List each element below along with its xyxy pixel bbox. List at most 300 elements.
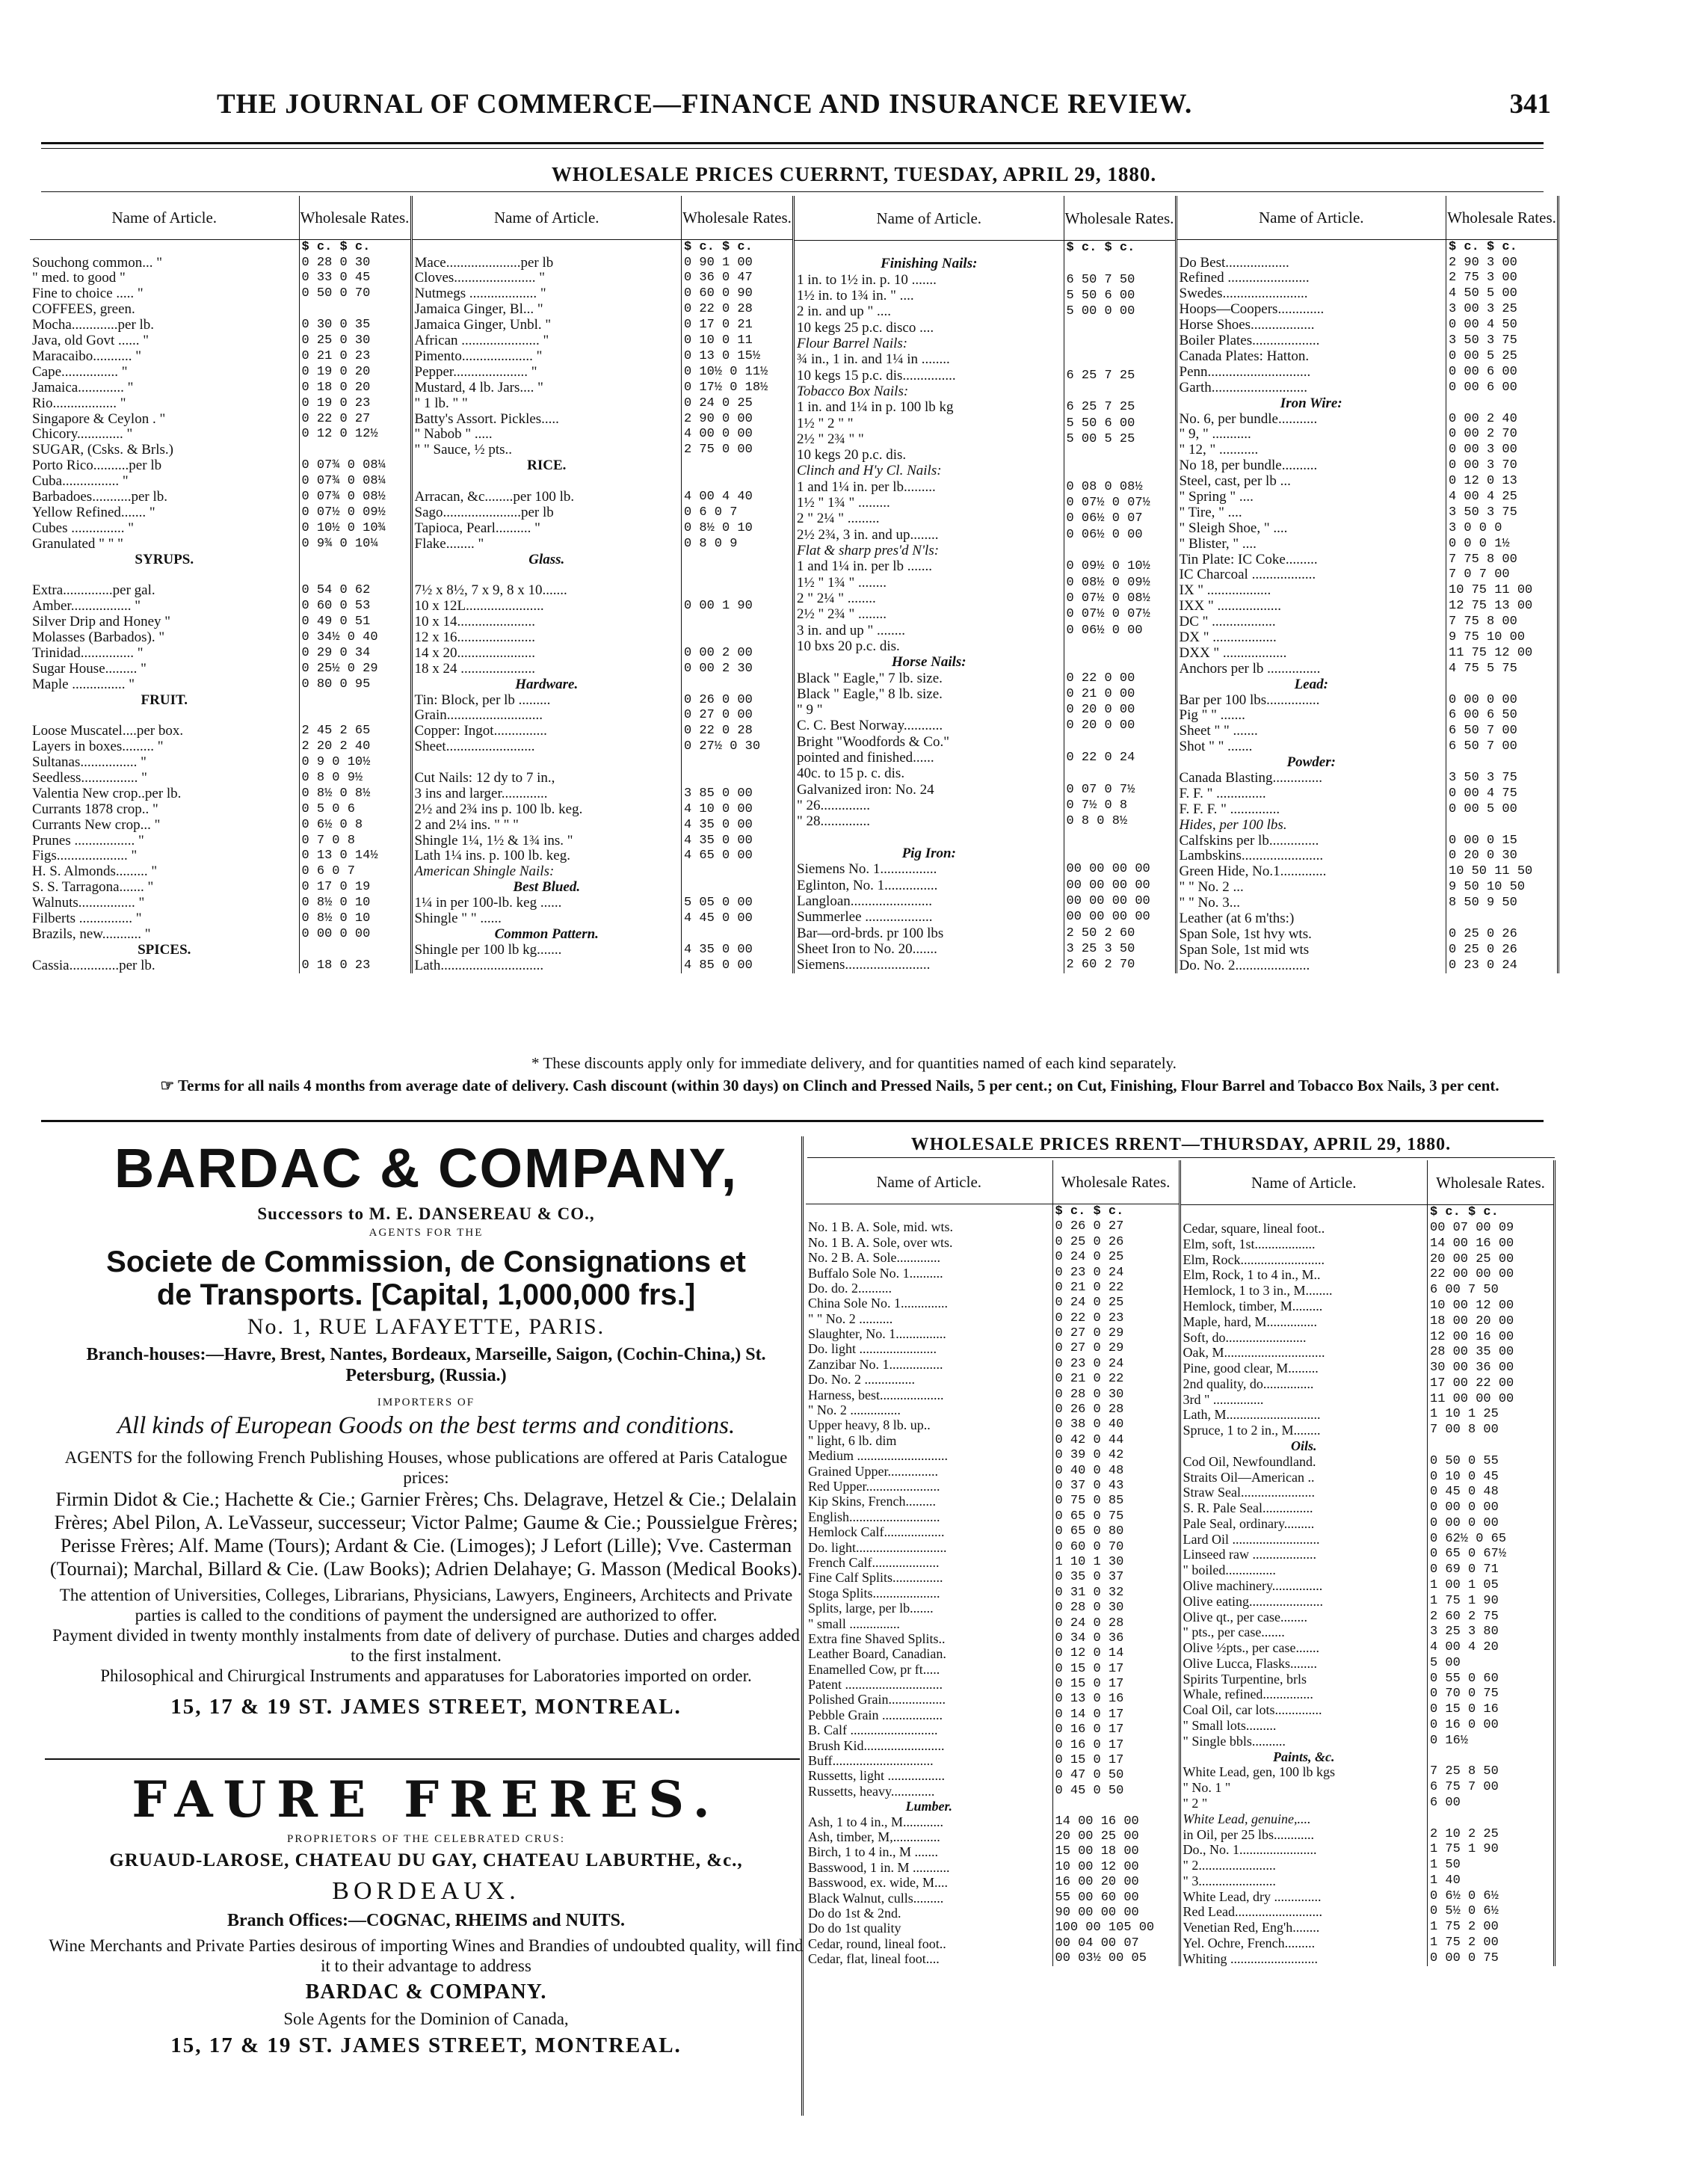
article-name: Bright "Woodfords & Co."	[797, 734, 949, 750]
table-row	[413, 942, 794, 958]
article-name: Do., No. 1.......................	[1183, 1842, 1317, 1858]
wholesale-rate: 0 25½ 0 29	[299, 661, 411, 677]
wholesale-rate: 0 6 0 7	[682, 505, 794, 521]
table-row	[413, 599, 794, 615]
article-name: Lard Oil ..........................	[1183, 1531, 1320, 1547]
wholesale-rate: 00 00 00 00	[1064, 878, 1176, 893]
table-row	[795, 766, 1176, 782]
article-name: Olive qt., per case........	[1183, 1609, 1307, 1625]
table-row	[30, 536, 411, 552]
article-name: Eglinton, No. 1...............	[797, 878, 938, 893]
units-spacer	[1177, 240, 1446, 256]
wholesale-rate	[682, 615, 794, 630]
table-row	[413, 677, 794, 692]
table-row	[1181, 1625, 1555, 1640]
wholesale-rate: 4 00 0 00	[682, 427, 794, 443]
article-name: 14 x 20......................	[414, 645, 535, 661]
table-row	[30, 411, 411, 427]
wholesale-rate: 0 15 0 16	[1428, 1702, 1555, 1718]
article-name: Barbadoes...........per lb.	[32, 489, 167, 505]
article-name: Cloves....................... "	[414, 271, 546, 286]
article-name: Layers in boxes......... "	[32, 739, 164, 755]
article-name: COFFEES, green.	[32, 301, 135, 318]
wholesale-rate: 0 40 0 48	[1052, 1464, 1180, 1479]
table-row	[30, 739, 411, 755]
price-table-1	[806, 1160, 1181, 1966]
article-name: 3rd " ...............	[1183, 1391, 1264, 1407]
wholesale-rate: 0 13 0 14½	[299, 849, 411, 864]
article-name: Brush Kid........................	[808, 1737, 945, 1753]
wholesale-rate: 0 69 0 71	[1428, 1562, 1555, 1578]
table-row	[795, 511, 1176, 527]
article-name: Zanzibar No. 1................	[808, 1356, 943, 1372]
bardac-agents-para: AGENTS for the following French Publishing Houses, whose publications are offered at Paris Catalogue prices:	[64, 1448, 788, 1487]
bardac-tagline: All kinds of European Goods on the best terms and conditions.	[117, 1412, 736, 1439]
table-row	[1177, 755, 1559, 771]
table-row	[1181, 1811, 1555, 1827]
bottom-section-title: WHOLESALE PRICES RRENT—THURSDAY, APRIL 29, 1880.	[910, 1135, 1452, 1154]
wholesale-rate	[682, 677, 794, 692]
wholesale-rate: 0 50 0 70	[299, 286, 411, 302]
wholesale-rate: 0 00 0 15	[1446, 833, 1559, 849]
wholesale-rate: 0 06½ 0 07	[1064, 511, 1176, 527]
wholesale-rate: 1 75 1 90	[1428, 1594, 1555, 1610]
table-row	[1181, 1221, 1555, 1237]
table-row	[30, 801, 411, 817]
table-row	[806, 1829, 1180, 1844]
table-row	[795, 496, 1176, 511]
article-name: in Oil, per 25 lbs............	[1183, 1826, 1314, 1842]
article-name: 10 x 12L......................	[414, 598, 544, 615]
article-name: Upper heavy, 8 lb. up..	[808, 1417, 931, 1433]
table-row	[1181, 1469, 1555, 1485]
wholesale-rate: 0 25 0 26	[1446, 927, 1559, 943]
table-row	[806, 1662, 1180, 1677]
article-name: C. C. Best Norway...........	[797, 718, 943, 734]
table-row	[806, 1646, 1180, 1661]
article-name: Splits, large, per lb.......	[808, 1601, 934, 1616]
table-row	[413, 411, 794, 427]
table-row	[1177, 833, 1559, 849]
wholesale-rate: 2 90 0 00	[682, 411, 794, 427]
table-row	[795, 703, 1176, 718]
article-name: Lead:	[1294, 677, 1328, 692]
article-name: Nutmegs ................... "	[414, 286, 546, 302]
wholesale-rate: 0 70 0 75	[1428, 1687, 1555, 1702]
col-rate-header: Wholesale Rates.	[1052, 1160, 1180, 1204]
wholesale-rate: 1 75 2 00	[1428, 1920, 1555, 1936]
wholesale-rate: 4 00 4 20	[1428, 1640, 1555, 1656]
wholesale-rate: 0 16 0 17	[1052, 1722, 1180, 1737]
article-name: Pale Seal, ordinary.........	[1183, 1515, 1315, 1531]
wholesale-rate: 0 26 0 27	[1052, 1219, 1180, 1234]
wholesale-rate: 0 8½ 0 8½	[299, 786, 411, 802]
table-row	[413, 583, 794, 599]
table-row	[795, 941, 1176, 957]
wholesale-rate: 2 10 2 25	[1428, 1826, 1555, 1842]
article-name: No 18, per bundle..........	[1179, 458, 1318, 474]
article-name: Jamaica Ginger, Bl... "	[414, 301, 543, 318]
table-row	[30, 255, 411, 271]
table-row	[30, 349, 411, 365]
table-row	[413, 692, 794, 708]
table-row	[1177, 692, 1559, 708]
article-name: Clinch and H'y Cl. Nails:	[797, 463, 942, 479]
article-name: " Single bbls..........	[1183, 1733, 1286, 1749]
wholesale-rate: 1 00 1 05	[1428, 1578, 1555, 1594]
wholesale-rate: 0 16½	[1428, 1734, 1555, 1749]
wholesale-rate: 2 60 2 70	[1064, 958, 1176, 974]
article-name: RICE.	[527, 458, 567, 474]
table-row	[30, 927, 411, 943]
article-name: Seedless................ "	[32, 770, 147, 786]
wholesale-rate: 0 00 6 00	[1446, 380, 1559, 395]
article-name: " light, 6 lb. dim	[808, 1432, 897, 1448]
article-name: Kip Skins, French.........	[808, 1494, 936, 1509]
table-row	[806, 1844, 1180, 1859]
bardac-importers: IMPORTERS OF	[377, 1397, 475, 1408]
faure-merchants: Wine Merchants and Private Parties desirous of importing Wines and Brandies of undoubted quality, will find it to their advantage to address	[49, 1936, 804, 1975]
table-row	[1177, 583, 1559, 599]
wholesale-rate: 6 00 7 50	[1428, 1283, 1555, 1299]
table-row	[806, 1814, 1180, 1829]
wholesale-rate: 0 60 0 70	[1052, 1540, 1180, 1555]
table-row	[1181, 1640, 1555, 1656]
discount-footnote: * These discounts apply only for immediate delivery, and for quantities named of each kind separately.	[531, 1054, 1177, 1072]
article-name: Figs.................... "	[32, 849, 138, 864]
table-row	[795, 575, 1176, 591]
bardac-publishers: Firmin Didot & Cie.; Hachette & Cie.; Garnier Frères; Chs. Delagrave, Hetzel & Cie.; Delalain Frères; Abel Pilon, A. LeVasseur, successeur; Victor Palme; Gaume & Cie.; Poussielgue Frères; Perisse Frères; Alf. Mame (Tours); Ardant & Cie. (Limoges); J Lefort (Lille); Vve. Casterman (Tournai); Marchal, Billard & Cie. (Law Books); Adrien Delahaye; G. Masson (Medical Books).	[49, 1488, 803, 1580]
article-name: " Sleigh Shoe, " ....	[1179, 520, 1288, 536]
table-row	[413, 318, 794, 333]
table-row	[1177, 443, 1559, 458]
table-row	[806, 1494, 1180, 1509]
wholesale-rate: 0 00 1 90	[682, 599, 794, 615]
article-name: Olive ½pts., per case.......	[1183, 1640, 1319, 1656]
article-name: Sugar House......... "	[32, 661, 147, 677]
wholesale-rate	[1064, 766, 1176, 782]
article-name: English...........................	[808, 1509, 940, 1524]
wholesale-rate: 4 00 4 25	[1446, 490, 1559, 505]
header-rule-thin	[41, 148, 1544, 149]
article-name: Loose Muscatel....per box.	[32, 724, 184, 739]
wholesale-rate: 2 20 2 40	[299, 739, 411, 755]
wholesale-rate: 10 00 12 00	[1428, 1299, 1555, 1314]
wholesale-rate	[682, 630, 794, 646]
article-name: Straw Seal......................	[1183, 1485, 1315, 1500]
bottom-title-rule	[807, 1157, 1555, 1158]
article-name: Lath, M............................	[1183, 1407, 1321, 1423]
article-name: 1½ " 1¾ " .........	[797, 495, 890, 511]
article-name: Hemlock, 1 to 3 in., M........	[1183, 1283, 1333, 1299]
table-row	[795, 304, 1176, 320]
table-row	[806, 1875, 1180, 1890]
wholesale-rate: 55 00 60 00	[1052, 1890, 1180, 1905]
table-row	[1181, 1531, 1555, 1547]
article-name: Red Upper......................	[808, 1478, 940, 1494]
table-row	[795, 289, 1176, 304]
article-name	[413, 474, 682, 490]
wholesale-rate: 0 00 4 50	[1446, 318, 1559, 333]
units-label: $ c. $ c.	[682, 240, 794, 256]
table-row	[806, 1738, 1180, 1753]
wholesale-rate: 0 65 0 67½	[1428, 1547, 1555, 1562]
table-row	[795, 671, 1176, 686]
table-row	[1177, 349, 1559, 365]
faure-sole-agents: Sole Agents for the Dominion of Canada,	[283, 2010, 569, 2028]
article-name: Lath 1¼ ins. p. 100 lb. keg.	[414, 849, 570, 864]
article-name: " boiled...............	[1183, 1562, 1276, 1578]
table-row	[30, 692, 411, 708]
wholesale-rate: 0 22 0 28	[682, 724, 794, 739]
article-name: " 28..............	[797, 813, 871, 830]
article-name: Souchong common... "	[32, 255, 162, 271]
article-name: 2nd quality, do...............	[1183, 1376, 1314, 1391]
article-name: White Lead, genuine,....	[1183, 1811, 1311, 1826]
table-row	[795, 272, 1176, 288]
table-row	[795, 384, 1176, 399]
article-name: 7½ x 8½, 7 x 9, 8 x 10.......	[414, 583, 567, 599]
bardac-successors: Successors to M. E. DANSEREAU & CO.,	[257, 1204, 595, 1223]
article-name: Cape................ "	[32, 364, 128, 380]
col-name-header: Name of Article.	[806, 1160, 1052, 1204]
table-row	[806, 1464, 1180, 1479]
table-row	[413, 520, 794, 536]
article-name: Flat & sharp pres'd N'ls:	[797, 543, 940, 559]
wholesale-rate: 100 00 105 00	[1052, 1921, 1180, 1936]
wholesale-rate: 0 28 0 30	[299, 255, 411, 271]
table-row	[795, 814, 1176, 830]
col-rate-header: Wholesale Rates.	[1428, 1160, 1555, 1205]
faure-crus: GRUAUD-LAROSE, CHATEAU DU GAY, CHATEAU LABURTHE, &c.,	[109, 1850, 743, 1870]
table-row	[1177, 927, 1559, 943]
wholesale-rate: 0 10½ 0 10¾	[299, 520, 411, 536]
article-name: Straits Oil—American ..	[1183, 1469, 1315, 1485]
article-name: Lath.............................	[414, 958, 544, 973]
table-row	[30, 677, 411, 692]
table-row	[30, 896, 411, 911]
table-row	[806, 1540, 1180, 1555]
article-name: " 12, " ...........	[1179, 442, 1259, 458]
wholesale-rate: 0 22 0 24	[1064, 751, 1176, 766]
article-name: S. S. Tarragona....... "	[32, 879, 154, 896]
article-name: H. S. Almonds......... "	[32, 864, 158, 880]
wholesale-rate: 0 08 0 08½	[1064, 479, 1176, 495]
table-row	[30, 395, 411, 411]
wholesale-rate: 00 00 00 00	[1064, 862, 1176, 878]
article-name: Shingle " " ......	[414, 911, 502, 926]
table-row	[30, 755, 411, 771]
table-row	[1181, 1329, 1555, 1345]
wholesale-rate: 0 45 0 50	[1052, 1784, 1180, 1799]
table-row	[795, 559, 1176, 575]
article-name: Sheet.........................	[414, 739, 535, 755]
article-name: No. 2 B. A. Sole.............	[808, 1250, 941, 1266]
article-name: Olive Lucca, Flasks........	[1183, 1655, 1317, 1671]
article-name: F. F. F. " ..............	[1179, 801, 1280, 817]
table-row	[806, 1586, 1180, 1601]
faure-branches: Branch Offices:—COGNAC, RHEIMS and NUITS.	[226, 1911, 626, 1930]
wholesale-rate: 3 50 3 75	[1446, 505, 1559, 521]
table-row	[1181, 1251, 1555, 1267]
wholesale-rate: 0 12 0 12½	[299, 427, 411, 443]
wholesale-rate: 0 31 0 32	[1052, 1586, 1180, 1601]
table-row	[1177, 615, 1559, 630]
article-name: Pebble Grain ..................	[808, 1707, 943, 1722]
table-row	[806, 1235, 1180, 1250]
article-name: Pimento.................... "	[414, 348, 543, 364]
article-name: Molasses (Barbados). "	[32, 629, 165, 645]
table-row	[30, 520, 411, 536]
wholesale-rate: 0 38 0 40	[1052, 1417, 1180, 1432]
wholesale-rate: 2 50 2 60	[1064, 926, 1176, 941]
table-row	[1181, 1671, 1555, 1687]
article-name: " No. 1 "	[1183, 1780, 1231, 1796]
article-name: Venetian Red, Eng'h........	[1183, 1920, 1320, 1936]
wholesale-rate: 0 26 0 00	[682, 692, 794, 708]
wholesale-rate: 0 60 0 90	[682, 286, 794, 302]
wholesale-rate	[1428, 1811, 1555, 1827]
wholesale-rate: 4 45 0 00	[682, 911, 794, 927]
wholesale-rate: 0 16 0 00	[1428, 1718, 1555, 1734]
table-row	[413, 255, 794, 271]
article-name: 1½ in. to 1¾ in. " ....	[797, 288, 914, 304]
table-row	[1177, 599, 1559, 615]
table-row	[1181, 1842, 1555, 1858]
wholesale-rate: 16 00 20 00	[1052, 1875, 1180, 1890]
wholesale-rate: 0 22 0 00	[1064, 671, 1176, 686]
units-label: $ c. $ c.	[1446, 240, 1559, 256]
article-name: Hides, per 100 lbs.	[1179, 817, 1287, 833]
table-row	[806, 1388, 1180, 1402]
article-name: 12 x 16......................	[414, 629, 535, 645]
article-name: 40c. to 15 p. c. dis.	[797, 766, 905, 782]
wholesale-rate: 0 07¾ 0 08½	[299, 490, 411, 505]
wholesale-rate: 0 15 0 17	[1052, 1662, 1180, 1677]
table-row	[1177, 942, 1559, 958]
article-name: Granulated " " "	[32, 536, 123, 552]
wholesale-rate	[1064, 256, 1176, 272]
table-row	[1177, 677, 1559, 692]
wholesale-rate	[1064, 638, 1176, 654]
wholesale-rate: 7 25 8 50	[1428, 1764, 1555, 1780]
article-name: Rio.................. "	[32, 395, 126, 411]
article-name: Batty's Assort. Pickles.....	[414, 411, 559, 427]
article-name: Silver Drip and Honey "	[32, 614, 171, 630]
article-name: " Spring " ....	[1179, 489, 1254, 505]
wholesale-rate: 00 00 00 00	[1064, 910, 1176, 926]
table-row	[1181, 1376, 1555, 1392]
table-row	[806, 1616, 1180, 1630]
article-name: Pig Iron:	[901, 846, 956, 861]
table-row	[806, 1265, 1180, 1280]
wholesale-rate: 0 5 0 6	[299, 801, 411, 817]
wholesale-rate: 00 07 00 09	[1428, 1221, 1555, 1237]
table-row	[30, 724, 411, 739]
wholesale-rate: 4 35 0 00	[682, 817, 794, 833]
article-name: Bar per 100 lbs...............	[1179, 692, 1320, 708]
table-row	[806, 1722, 1180, 1737]
wholesale-rate: 0 9 0 10½	[299, 755, 411, 771]
table-row	[30, 365, 411, 381]
wholesale-rate: 12 75 13 00	[1446, 599, 1559, 615]
article-name: 1 in. and 1¼ in p. 100 lb kg	[797, 399, 954, 416]
top-section-title: WHOLESALE PRICES CUERRNT, TUESDAY, APRIL 29, 1880.	[551, 163, 1157, 185]
article-name: Enamelled Cow, pr ft.....	[808, 1661, 940, 1677]
wholesale-rate: 0 22 0 27	[299, 411, 411, 427]
article-name: China Sole No. 1..............	[808, 1296, 948, 1311]
wholesale-rate	[682, 771, 794, 786]
wholesale-rate	[1064, 846, 1176, 861]
article-name: Garth...........................	[1179, 380, 1308, 395]
article-name: Sultanas................ "	[32, 754, 147, 771]
wholesale-rate	[682, 474, 794, 490]
article-name: Extra..............per gal.	[32, 583, 155, 599]
wholesale-rate: 0 62½ 0 65	[1428, 1531, 1555, 1547]
article-name: Ash, timber, M,..............	[808, 1829, 940, 1844]
wholesale-rate: 0 28 0 30	[1052, 1601, 1180, 1616]
article-name: 2½ and 2¾ ins p. 100 lb. keg.	[414, 801, 583, 817]
article-name: 2½ 2¾, 3 in. and up........	[797, 527, 939, 543]
table-row	[413, 724, 794, 739]
wholesale-rate: 1 10 1 25	[1428, 1407, 1555, 1423]
article-name: Arracan, &c........per 100 lb.	[414, 489, 575, 505]
article-name: Green Hide, No.1.............	[1179, 864, 1327, 880]
wholesale-rate	[1064, 655, 1176, 671]
table-row	[795, 638, 1176, 654]
article-name: 18 x 24 .....................	[414, 661, 535, 677]
table-row	[413, 896, 794, 911]
article-name: Walnuts................ "	[32, 895, 145, 911]
wholesale-rate: 0 36 0 47	[682, 271, 794, 286]
table-row	[806, 1677, 1180, 1692]
table-row	[1177, 646, 1559, 662]
article-name: 10 kegs 15 p.c. dis...............	[797, 368, 956, 384]
wholesale-rate: 0 17½ 0 18½	[682, 380, 794, 395]
table-row	[1181, 1516, 1555, 1532]
table-row	[30, 318, 411, 333]
units-spacer	[1181, 1205, 1428, 1221]
article-name	[30, 567, 299, 583]
table-row	[30, 817, 411, 833]
table-row	[1181, 1780, 1555, 1796]
wholesale-rate: 7 75 8 00	[1446, 615, 1559, 630]
article-name: " " No. 2 ..........	[808, 1311, 893, 1326]
article-name: Horse Shoes..................	[1179, 317, 1315, 333]
article-name: 1 and 1¼ in. per lb.........	[797, 479, 936, 495]
table-row	[30, 958, 411, 973]
table-row	[413, 395, 794, 411]
wholesale-rate: 0 12 0 13	[1446, 474, 1559, 490]
wholesale-rate	[682, 864, 794, 880]
article-name: Whiting ..........................	[1183, 1950, 1318, 1966]
wholesale-rate: 0 07¾ 0 08¼	[299, 474, 411, 490]
article-name: IX " ..................	[1179, 583, 1271, 599]
article-name: 10 kegs 20 p.c. dis.	[797, 447, 907, 464]
table-row	[1177, 958, 1559, 973]
wholesale-rate: 0 34 0 36	[1052, 1631, 1180, 1646]
table-row	[30, 286, 411, 302]
units-spacer	[413, 240, 682, 256]
table-row	[795, 782, 1176, 798]
wholesale-rate: 8 50 9 50	[1446, 896, 1559, 911]
wholesale-rate: 10 75 11 00	[1446, 583, 1559, 599]
article-name: Basswood, 1 in. M ...........	[808, 1859, 950, 1875]
article-name: Maple, hard, M...............	[1183, 1314, 1317, 1329]
wholesale-rate: 14 00 16 00	[1052, 1814, 1180, 1829]
wholesale-rate: 0 9¾ 0 10¼	[299, 536, 411, 552]
article-name: 2½ " 2¾ " "	[797, 431, 864, 447]
